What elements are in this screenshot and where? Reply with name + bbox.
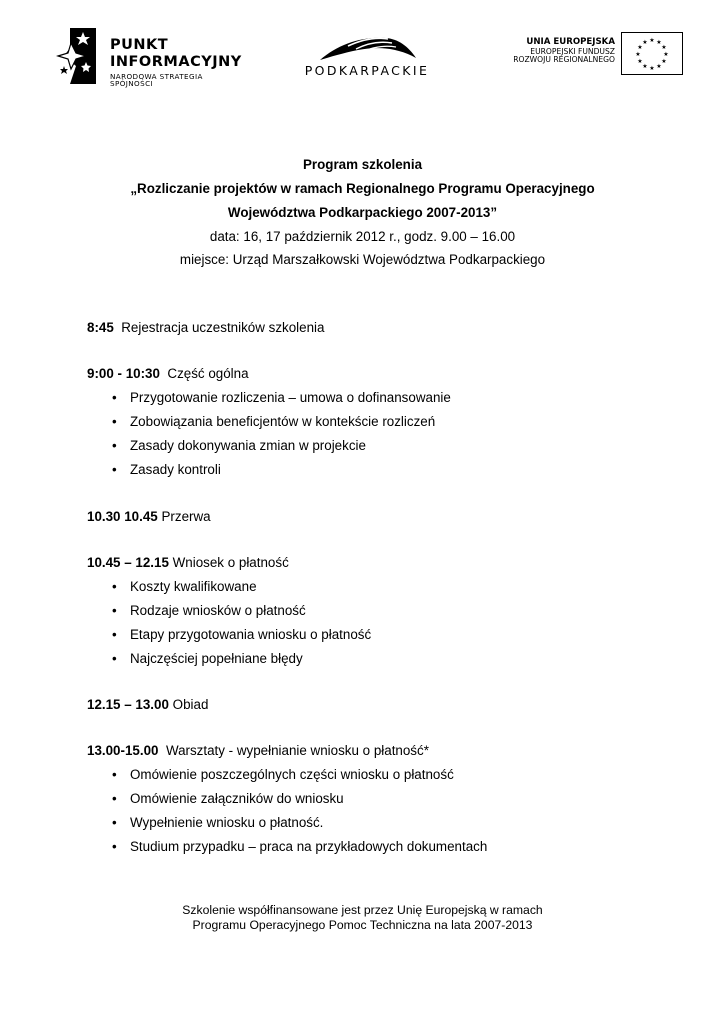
- svg-text:★: ★: [637, 44, 643, 51]
- session-label: Część ogólna: [167, 366, 249, 381]
- agenda-session-lunch: [87, 697, 208, 712]
- session-label: Przerwa: [161, 509, 211, 524]
- agenda-session-payment-claim: [87, 555, 289, 570]
- list-item: Przygotowanie rozliczenia – umowa o dofinansowanie: [130, 390, 451, 405]
- podkarpackie-emblem-icon: [318, 32, 418, 62]
- footer-line2: Programu Operacyjnego Pomoc Techniczna na lata 2007-2013: [192, 918, 533, 932]
- training-place: miejsce: Urząd Marszałkowski Województwa Podkarpackiego: [179, 252, 546, 267]
- training-date: data: 16, 17 październik 2012 r., godz. 9.00 – 16.00: [209, 229, 516, 244]
- svg-text:★: ★: [642, 63, 648, 70]
- bullet-icon: •: [112, 651, 117, 666]
- session-label: Warsztaty - wypełnianie wniosku o płatność*: [165, 743, 429, 758]
- bullet-icon: •: [112, 815, 117, 830]
- list-item: Omówienie poszczególnych części wniosku o płatność: [130, 767, 454, 782]
- list-item: Studium przypadku – praca na przykładowych dokumentach: [130, 839, 488, 854]
- punkt-informacyjny-emblem-icon: [56, 26, 98, 84]
- session-time: 10.30 10.45: [87, 509, 158, 524]
- session-time: 10.45 – 12.15: [87, 555, 169, 570]
- session-time: 8:45: [87, 320, 114, 335]
- eu-label: UNIA EUROPEJSKA: [526, 37, 615, 47]
- svg-text:★: ★: [656, 63, 662, 70]
- list-item: Zasady dokonywania zmian w projekcie: [130, 438, 366, 453]
- agenda-session-registration: [87, 320, 324, 335]
- punkt-informacyjny-logo: [56, 26, 246, 89]
- bullet-icon: •: [112, 438, 117, 453]
- list-item: Zasady kontroli: [130, 462, 221, 477]
- page-title: Program szkolenia: [302, 157, 423, 172]
- agenda-session-workshop: [87, 743, 429, 758]
- svg-text:★: ★: [635, 51, 641, 58]
- bullet-icon: •: [112, 627, 117, 642]
- list-item: Wypełnienie wniosku o płatność.: [130, 815, 324, 830]
- punkt-label: PUNKT: [110, 37, 169, 53]
- session-time: 9:00 - 10:30: [87, 366, 160, 381]
- informacyjny-label: INFORMACYJNY: [110, 53, 242, 70]
- training-subtitle-line2: Województwa Podkarpackiego 2007-2013”: [227, 205, 498, 220]
- svg-text:★: ★: [663, 51, 669, 58]
- svg-text:★: ★: [642, 39, 648, 46]
- eu-flag-icon: [621, 32, 683, 75]
- bullet-icon: •: [112, 603, 117, 618]
- bullet-icon: •: [112, 767, 117, 782]
- bullet-icon: •: [112, 579, 117, 594]
- agenda-session-general: [87, 366, 249, 381]
- svg-text:★: ★: [656, 39, 662, 46]
- eu-fund-label: EUROPEJSKI FUNDUSZ: [530, 46, 615, 56]
- eu-regional-label: ROZWOJU REGIONALNEGO: [513, 55, 615, 65]
- session-label: Obiad: [172, 697, 209, 712]
- svg-text:★: ★: [649, 37, 655, 44]
- bullet-icon: •: [112, 462, 117, 477]
- list-item: Omówienie załączników do wniosku: [130, 791, 344, 806]
- podkarpackie-wordmark: PODKARPACKIE: [304, 63, 430, 78]
- strategia-label: NARODOWA STRATEGIA SPÓJNOŚCI: [110, 72, 203, 89]
- svg-text:★: ★: [661, 44, 667, 51]
- svg-text:★: ★: [661, 58, 667, 65]
- session-label: Wniosek o płatność: [172, 555, 289, 570]
- session-time: 13.00-15.00: [87, 743, 159, 758]
- agenda-session-break: [87, 509, 211, 524]
- list-item: Koszty kwalifikowane: [130, 579, 257, 594]
- list-item: Najczęściej popełniane błędy: [130, 651, 303, 666]
- session-time: 12.15 – 13.00: [87, 697, 169, 712]
- eu-text-block: [480, 38, 615, 65]
- svg-text:★: ★: [637, 58, 643, 65]
- bullet-icon: •: [112, 390, 117, 405]
- svg-text:★: ★: [649, 65, 655, 72]
- bullet-icon: •: [112, 839, 117, 854]
- list-item: Etapy przygotowania wniosku o płatność: [130, 627, 372, 642]
- bullet-icon: •: [112, 791, 117, 806]
- punkt-informacyjny-wordmark: [110, 38, 246, 87]
- bullet-icon: •: [112, 414, 117, 429]
- footer-line1: Szkolenie współfinansowane jest przez Unię Europejską w ramach: [182, 903, 543, 917]
- footer-note: [0, 903, 725, 933]
- training-subtitle-line1: „Rozliczanie projektów w ramach Regionalnego Programu Operacyjnego: [130, 181, 595, 196]
- session-label: Rejestracja uczestników szkolenia: [121, 320, 325, 335]
- list-item: Zobowiązania beneficjentów w kontekście rozliczeń: [130, 414, 436, 429]
- list-item: Rodzaje wniosków o płatność: [130, 603, 306, 618]
